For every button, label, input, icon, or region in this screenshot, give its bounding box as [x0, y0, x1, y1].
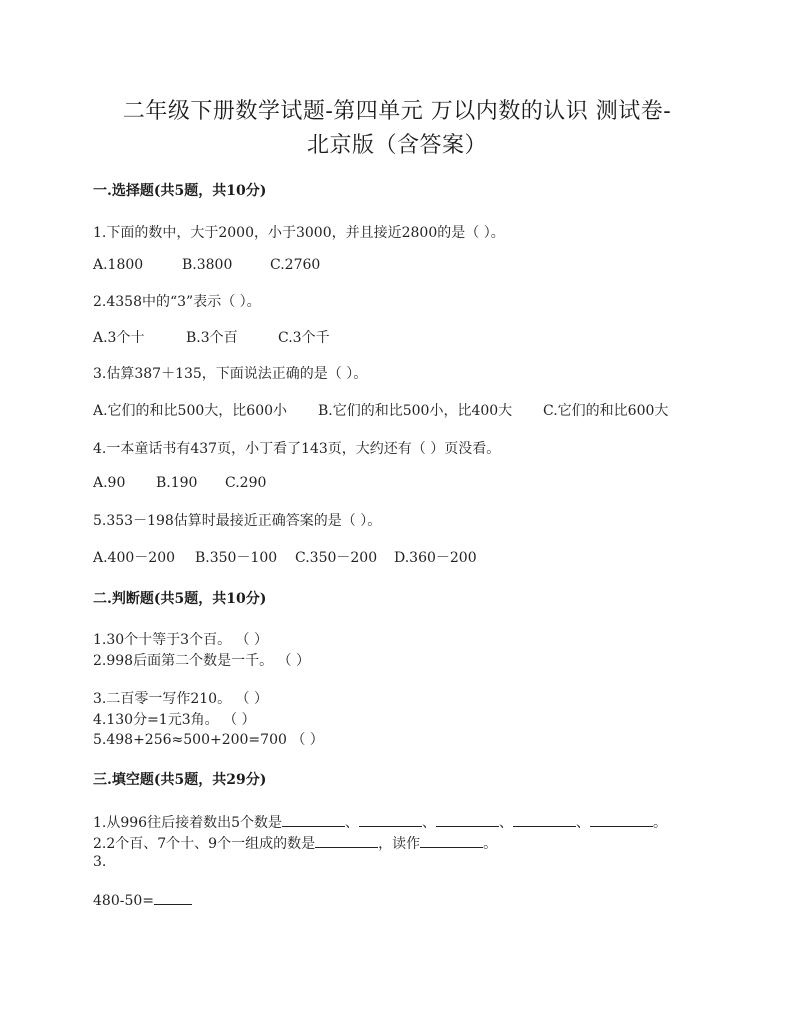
separator: 、	[422, 815, 436, 831]
separator: 、	[499, 815, 513, 831]
option-a: A.它们的和比500大，比600小	[93, 403, 288, 419]
fill-question-2-mid: ，读作	[378, 836, 421, 852]
separator: 、	[576, 815, 590, 831]
fill-question-2-text: 2.2个百、7个十、9个一组成的数是	[93, 836, 316, 852]
answer-blank[interactable]	[282, 812, 345, 827]
page-title-line-1: 二年级下册数学试题-第四单元 万以内数的认识 测试卷-	[122, 99, 672, 124]
judge-item-3: 3.二百零一写作210。 （ ）	[93, 691, 268, 707]
fill-question-2	[93, 833, 497, 853]
section-heading-judge: 二.判断题(共5题，共10分)	[93, 591, 267, 607]
choice-question-1: 1.下面的数中，大于2000，小于3000，并且接近2800的是（ ）。	[93, 225, 505, 241]
end-mark: 。	[653, 815, 667, 831]
option-a: A.400－200	[93, 550, 176, 566]
choice-question-2: 2.4358中的“3”表示（ ）。	[93, 294, 261, 310]
choice-question-5: 5.353－198估算时最接近正确答案的是（ ）。	[93, 513, 382, 529]
answer-blank[interactable]	[359, 812, 422, 827]
option-c: C.它们的和比600大	[543, 403, 669, 419]
choice-question-4: 4.一本童话书有437页，小丁看了143页，大约还有（ ）页没看。	[93, 441, 501, 457]
fill-question-3: 3.	[93, 854, 107, 870]
answer-blank[interactable]	[590, 812, 653, 827]
section-heading-fill: 三.填空题(共5题，共29分)	[93, 772, 267, 788]
choice-question-3: 3.估算387＋135，下面说法正确的是（ ）。	[93, 366, 368, 382]
answer-blank[interactable]	[436, 812, 499, 827]
separator: 、	[345, 815, 359, 831]
option-d: D.360－200	[394, 550, 477, 566]
option-b: B.它们的和比500小，比400大	[318, 403, 513, 419]
judge-item-4: 4.130分=1元3角。 （ ）	[93, 712, 256, 728]
option-b: B.3800	[182, 257, 233, 273]
judge-item-2: 2.998后面第二个数是一千。 （ ）	[93, 653, 310, 669]
section-heading-choice: 一.选择题(共5题，共10分)	[93, 183, 267, 199]
calc-expression: 480-50=	[93, 893, 154, 909]
answer-blank[interactable]	[154, 890, 192, 905]
option-b: B.3个百	[186, 330, 238, 346]
option-c: C.350－200	[295, 550, 378, 566]
option-c: C.2760	[270, 257, 321, 273]
answer-blank[interactable]	[315, 833, 378, 848]
page-title-line-2: 北京版（含答案）	[306, 133, 487, 158]
option-b: B.190	[156, 475, 198, 491]
fill-question-1-text: 1.从996往后接着数出5个数是	[93, 815, 282, 831]
option-a: A.90	[93, 475, 126, 491]
end-mark: 。	[483, 836, 498, 852]
judge-item-5: 5.498+256≈500+200=700 （ ）	[93, 732, 324, 748]
option-a: A.3个十	[93, 330, 145, 346]
option-b: B.350－100	[195, 550, 278, 566]
answer-blank[interactable]	[420, 833, 483, 848]
judge-item-1: 1.30个十等于3个百。 （ ）	[93, 632, 268, 648]
option-c: C.290	[225, 475, 267, 491]
option-c: C.3个千	[278, 330, 330, 346]
calc-item	[93, 890, 192, 909]
fill-question-1	[93, 812, 667, 832]
option-a: A.1800	[93, 257, 144, 273]
answer-blank[interactable]	[513, 812, 576, 827]
